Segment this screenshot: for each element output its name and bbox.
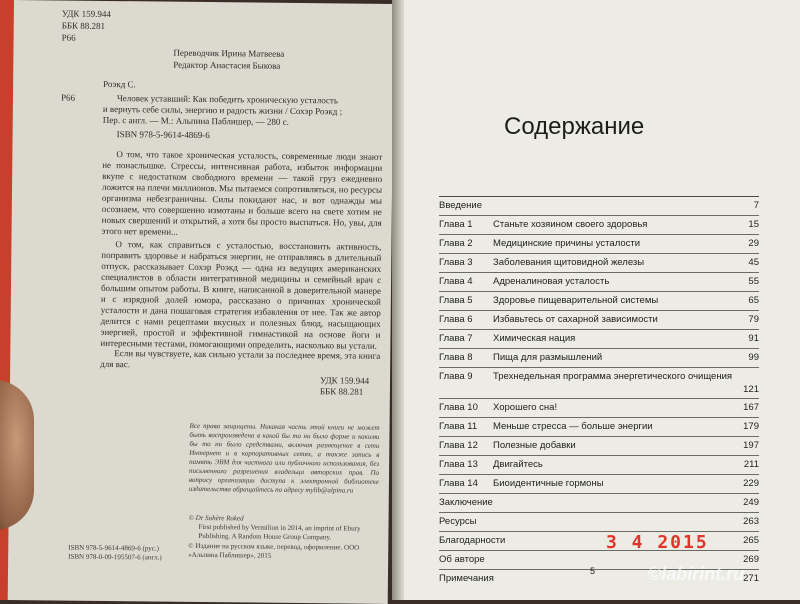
- toc-entry-chapter: Глава 10: [439, 402, 478, 413]
- toc-entry: [439, 455, 759, 474]
- copyright-translation: © Издание на русском языке, перевод, оформление. ООО «Альпина Паблишер», 2015: [188, 541, 360, 560]
- toc-entry-chapter: Глава 8: [439, 352, 473, 363]
- editor: Редактор Анастасия Быкова: [173, 59, 281, 71]
- toc-entry-title: Пища для размышлений: [493, 352, 603, 363]
- toc-entry-page: 121: [743, 384, 759, 395]
- toc-entry-page: 265: [743, 535, 759, 546]
- toc-entry-page: 249: [743, 497, 759, 508]
- toc-entry-chapter: Глава 5: [439, 295, 473, 306]
- toc-entry: [439, 291, 759, 310]
- toc-entry: [439, 493, 759, 512]
- toc-entry: [439, 234, 759, 253]
- toc-entry-page: 197: [743, 440, 759, 451]
- toc-entry-page: 263: [743, 516, 759, 527]
- bbk-bottom: ББК 88.281: [319, 386, 364, 397]
- author: Роэкд С.: [103, 78, 136, 90]
- toc-entry-page: 167: [743, 402, 759, 413]
- right-page: [404, 0, 800, 600]
- toc-entry-chapter: Глава 14: [439, 478, 478, 489]
- toc-entry-chapter: Глава 9: [439, 371, 473, 382]
- toc-entry-page: 29: [748, 238, 759, 249]
- title-line-3: Пер. с англ. — М.: Альпина Паблишер, — 280 с.: [102, 114, 289, 127]
- toc-entry-chapter: Об авторе: [439, 554, 485, 565]
- toc-list: [439, 196, 759, 588]
- copyright-original: © Dr Sohère Roked: [188, 513, 244, 523]
- toc-entry-title: Заболевания щитовидной железы: [493, 257, 645, 268]
- toc-entry-page: 7: [753, 200, 759, 211]
- title-line-2: и вернуть себе силы, энергию и радость жизни / Сохэр Роэкд ;: [102, 103, 343, 117]
- udk-bottom: УДК 159.944: [319, 375, 370, 386]
- toc-entry: [439, 272, 759, 291]
- toc-entry: [439, 474, 759, 493]
- annotation-paragraph-2: О том, как справиться с усталостью, восстановить активность, поправить здоровье и набраться энергии, не отправляясь в длительный отпуск, рассказывает Сохэр Роэкд — одна из ведущих американских специалистов в области интегративной медицины и семейный врач с большим опытом работы. В книге, написанной в доверительной манере и с изрядной долей юмора, рассказано о причинах хронической усталости и дана пошаговая стратегия избавления от нее. Так же автор делится с нами рецептами вкусных и полезных блюд, насыщающих энергией, простой и эффективной гимнастикой на основе йоги и интересными тестами, помогающими определить, насколько вы устали.: [100, 239, 382, 351]
- toc-entry-chapter: Глава 12: [439, 440, 478, 451]
- toc-entry: [439, 329, 759, 348]
- toc-entry-chapter: Глава 7: [439, 333, 473, 344]
- toc-entry-page: 179: [743, 421, 759, 432]
- toc-entry-chapter: Глава 1: [439, 219, 473, 230]
- toc-entry-title: Химическая нация: [493, 333, 576, 344]
- toc-entry-page: 15: [748, 219, 759, 230]
- toc-entry-page: 271: [743, 573, 759, 584]
- toc-entry-chapter: Заключение: [439, 497, 493, 508]
- udk-top: УДК 159.944: [61, 8, 112, 20]
- thumb: [0, 380, 34, 530]
- toc-entry-page: 91: [748, 333, 759, 344]
- toc-entry-chapter: Примечания: [439, 573, 494, 584]
- toc-entry-page: 211: [743, 459, 759, 470]
- toc-entry-page: 229: [743, 478, 759, 489]
- translator: Переводчик Ирина Матвеева: [173, 47, 285, 59]
- toc-entry-title: Медицинские причины усталости: [493, 238, 641, 249]
- toc-entry-title: Избавьтесь от сахарной зависимости: [493, 314, 658, 325]
- toc-entry-chapter: Глава 3: [439, 257, 473, 268]
- toc-entry-page: 55: [748, 276, 759, 287]
- toc-entry-chapter: Введение: [439, 200, 483, 211]
- annotation-paragraph-1: О том, что такое хроническая усталость, современные люди знают не понаслышке. Стрессы, интенсивная работа, избыток информации вкупе с недостатком свободного времени — такой груз ежедневно ложится на плечи миллионов. Мы пытаемся сопротивляться, но ресурсы организма небезграничны. Силы покидают нас, и вот однажды мы осознаем, что совершенно измотаны и больше всего на свете хотим не новых свершений и открытий, а хотя бы просто выспаться. Но, увы, для этого нет времени...: [101, 149, 383, 237]
- toc-entry: [439, 436, 759, 455]
- isbn: ISBN 978-5-9614-4869-6: [116, 129, 210, 141]
- toc-entry-title: Меньше стресса — больше энергии: [493, 421, 653, 432]
- toc-entry: [439, 196, 759, 215]
- toc-entry-page: 269: [743, 554, 759, 565]
- toc-entry: [439, 398, 759, 417]
- toc-entry-chapter: Глава 2: [439, 238, 473, 249]
- toc-entry-title: Адреналиновая усталость: [493, 276, 610, 287]
- toc-entry-title: Полезные добавки: [493, 440, 576, 451]
- toc-entry-title: Хорошего сна!: [493, 402, 558, 413]
- toc-entry-page: 99: [748, 352, 759, 363]
- toc-entry: [439, 215, 759, 234]
- code-top: Р66: [61, 32, 76, 43]
- toc-entry-chapter: Ресурсы: [439, 516, 477, 527]
- annotation-paragraph-3: Если вы чувствуете, как сильно устали за последнее время, эта книга для вас.: [100, 348, 381, 370]
- toc-entry-chapter: Глава 6: [439, 314, 473, 325]
- toc-entry-chapter: Глава 4: [439, 276, 473, 287]
- bbk-top: ББК 88.281: [61, 20, 106, 31]
- toc-entry: [439, 531, 759, 550]
- toc-entry-title: Станьте хозяином своего здоровья: [493, 219, 648, 230]
- toc-entry: [439, 367, 759, 398]
- page-number: 5: [590, 566, 596, 576]
- toc-entry-chapter: Глава 11: [439, 421, 478, 432]
- isbn-rus: ISBN 978-5-9614-4869-6 (рус.): [68, 543, 160, 553]
- toc-entry-chapter: Глава 13: [439, 459, 478, 470]
- toc-entry: [439, 348, 759, 367]
- watermark: ©labirint.ru: [648, 564, 745, 584]
- code-left: Р66: [60, 92, 76, 103]
- toc-entry-chapter: Благодарности: [439, 535, 506, 546]
- toc-entry-title: Двигайтесь: [493, 459, 543, 470]
- toc-entry-page: 79: [748, 314, 759, 325]
- toc-entry: [439, 253, 759, 272]
- rights-notice: Все права защищены. Никакая часть этой книги не может быть воспроизведена в какой бы то ни было форме и какими бы то ни было средствами, включая размещение в сети Интернет и в корпоративных сетях, а также запись в память ЭВМ для частного или публичного использования, без письменного разрешения владельца авторских прав. По вопросу организации доступа к электронной библиотеке издательства обращайтесь по адресу mylib@alpina.ru: [188, 421, 380, 495]
- toc-entry: [439, 310, 759, 329]
- toc-entry-page: 65: [748, 295, 759, 306]
- toc-entry-title: Здоровье пищеварительной системы: [493, 295, 659, 306]
- toc-title: Содержание: [504, 113, 645, 140]
- toc-entry-page: 45: [748, 257, 759, 268]
- toc-entry: [439, 417, 759, 436]
- copyright-original-details: First published by Vermilion in 2014, an imprint of Ebury Publishing. A Random House Group Company.: [198, 522, 361, 542]
- toc-entry-title: Биоидентичные гормоны: [493, 478, 604, 489]
- toc-entry-title: Трехнедельная программа энергетического очищения: [493, 371, 733, 382]
- photo-date-stamp: 3 4 2015: [606, 532, 709, 553]
- left-page: [8, 0, 394, 604]
- title-line-1: Человек уставший: Как победить хроническую усталость: [116, 93, 339, 106]
- toc-entry: [439, 512, 759, 531]
- isbn-eng: ISBN 978-0-09-195507-6 (англ.): [68, 552, 162, 562]
